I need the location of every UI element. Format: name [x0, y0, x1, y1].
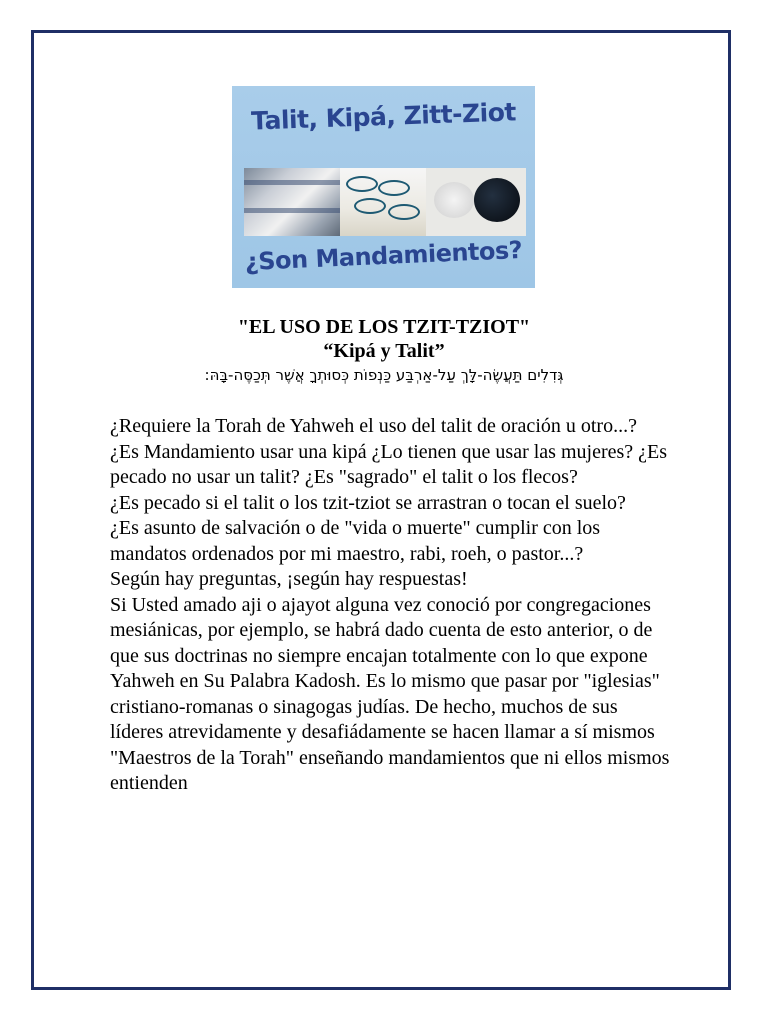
tzitzit-photo [340, 168, 426, 236]
hebrew-verse: גְּדִלִים תַּעֲשֶׂה-לָּךְ עַל-אַרְבַּע כַּנְפוֹת כְּסוּתְךָ אֲשֶׁר תְּכַסֶּה-בָּהּ: [204, 366, 564, 384]
paragraph: ¿Requiere la Torah de Yahweh el uso del talit de oración u otro...? ¿Es Mandamiento usar una kipá ¿Lo tienen que usar las mujeres? ¿Es pecado no usar un talit? ¿Es "sagrado" el talit o los flecos? [110, 415, 668, 488]
paragraph: ¿Es asunto de salvación o de "vida o muerte" cumplir con los mandatos ordenados por mi maestro, rabi, roeh, o pastor...? [110, 517, 601, 565]
body-text [110, 414, 670, 797]
document-subtitle: “Kipá y Talit” [323, 340, 445, 362]
paragraph: Según hay preguntas, ¡según hay respuestas! [110, 568, 468, 590]
talit-photo [244, 168, 340, 236]
banner-subtitle: ¿Son Mandamientos? [244, 235, 523, 277]
kipa-photo [426, 168, 526, 236]
banner-title: Talit, Kipá, Zitt-Ziot [250, 97, 517, 136]
document-title: "EL USO DE LOS TZIT-TZIOT" [237, 316, 531, 338]
photo-strip [244, 168, 526, 236]
banner-image [232, 86, 535, 288]
paragraph: ¿Es pecado si el talit o los tzit-tziot se arrastran o tocan el suelo? [110, 491, 626, 514]
paragraph: Si Usted amado aji o ajayot alguna vez conoció por congregaciones mesiánicas, por ejemplo, se habrá dado cuenta de esto anterior, o de que sus doctrinas no siempre encajan totalmente con lo que expone Yahweh en Su Palabra Kadosh. Es lo mismo que pasar por "iglesias" cristiano-romanas o sinagogas judías. De hecho, muchos de sus líderes atrevidamente y desafiádamente se hacen llamar a sí mismos "Maestros de la Torah" enseñando mandamientos que ni ellos mismos entienden [110, 593, 670, 794]
